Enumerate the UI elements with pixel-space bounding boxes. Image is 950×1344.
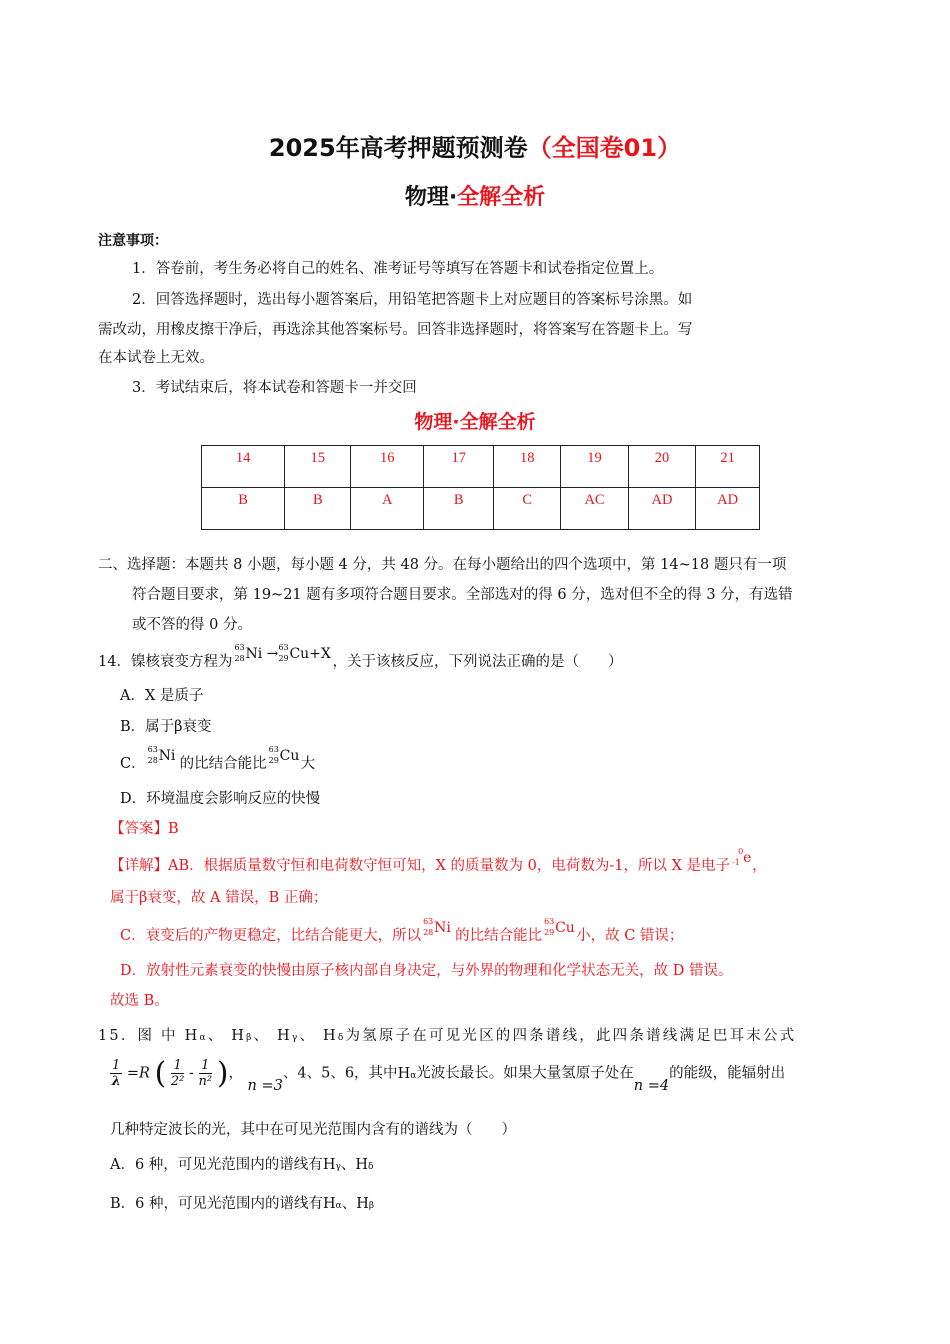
gamma-subscript: γ: [291, 1033, 300, 1043]
electron-mass-number: 0: [738, 847, 744, 856]
q15-option-a: [110, 1153, 373, 1174]
ni-atomic-number: 28: [147, 756, 158, 765]
formula-minus: -: [189, 1065, 194, 1082]
q14-option-c: [120, 745, 316, 773]
answer-cell: AC: [561, 488, 628, 530]
frac2-denominator: n²: [198, 1074, 213, 1089]
gamma-subscript: γ: [335, 1162, 341, 1172]
cu-mass-number: 63: [544, 917, 555, 926]
h-delta: [323, 1028, 345, 1044]
h-letter: H: [356, 1196, 369, 1212]
question-number-cell: 19: [561, 446, 628, 488]
cu-equation-symbol: Cu+X: [289, 646, 331, 662]
copper-nuclide: [267, 745, 300, 770]
delta-subscript: δ: [337, 1033, 346, 1043]
frac1-numerator: 1: [171, 1058, 184, 1074]
nickel-nuclide: [232, 643, 279, 668]
alpha-subscript: α: [199, 1033, 208, 1043]
h-letter: H: [231, 1028, 247, 1044]
answer-cell: B: [202, 488, 285, 530]
formula-lhs: [110, 1058, 122, 1089]
q15-option-a-text: A．6 种，可见光范围内的谱线有: [110, 1157, 323, 1173]
h-delta: [355, 1157, 373, 1173]
ni-mass-number: 63: [147, 745, 158, 754]
separator: 、: [253, 1028, 271, 1044]
separator: 、: [341, 1196, 357, 1212]
question-number-cell: 16: [351, 446, 424, 488]
formula-frac1: [171, 1058, 184, 1089]
q14-detail-line2: 属于β衰变，故 A 错误，B 正确；: [110, 890, 328, 906]
h-letter: H: [322, 1157, 336, 1173]
h-letter: H: [355, 1157, 369, 1173]
q15-line2-mid: 、4、5、6，其中: [282, 1065, 398, 1082]
q14-option-a: A．X 是质子: [120, 688, 204, 704]
h-letter: H: [277, 1028, 292, 1044]
q14-detail-line1: 【详解】AB．根据质量数守恒和电荷数守恒可知，X 的质量数为 0，电荷数为-1，所以 X 是电子 0 -1 e ，: [110, 847, 767, 874]
h-alpha: [185, 1028, 208, 1044]
subtitle-subject: 物理·: [404, 185, 458, 210]
delta-subscript: δ: [368, 1162, 374, 1172]
beta-subscript: β: [368, 1201, 375, 1211]
copper-nuclide: [542, 917, 575, 942]
answer-table: [201, 445, 760, 530]
ni-symbol: Ni: [158, 748, 176, 764]
q14-detail3-suffix: 小，故 C 错误；: [576, 928, 684, 944]
alpha-subscript: α: [410, 1070, 417, 1081]
q14-stem: [98, 643, 623, 671]
formula-frac2: [199, 1058, 213, 1089]
h-alpha: [398, 1066, 417, 1082]
question-number-cell: 17: [424, 446, 494, 488]
subtitle-type: 全解全析: [457, 185, 546, 210]
q15-line2: $\frac{1}{\lambda}$ =R ( $\frac{1}{\text{2²}}$ - $\frac{1}{\text{n²}}$ )， n =3、4、5、6，其中Hα光波长最长。如果大量氢原子处在n =4的能级，能辐射出: [111, 1056, 786, 1094]
q14-option-c-suffix: 大: [300, 756, 316, 772]
lhs-numerator: 1: [112, 1058, 121, 1073]
q14-option-d: D．环境温度会影响反应的快慢: [120, 791, 321, 807]
cu-atomic-number: 29: [278, 654, 289, 663]
q14-detail3-mid: 的比结合能比: [455, 928, 543, 944]
h-letter: H: [397, 1065, 411, 1082]
answer-cell: AD: [696, 488, 760, 530]
q14-answer: 【答案】B: [110, 821, 179, 837]
q14-detail3-text: C．衰变后的产物更稳定，比结合能更大，所以: [120, 928, 422, 944]
ni-mass-number: 63: [423, 917, 434, 926]
q14-detail-text: 【详解】AB．根据质量数守恒和电荷数守恒可知，X 的质量数为 0，电荷数为-1，所以 X 是电子: [110, 858, 731, 874]
page-title: [0, 128, 950, 163]
cu-symbol: Cu: [555, 920, 575, 936]
h-letter: H: [323, 1196, 336, 1212]
section2-line2: 符合题目要求，第 19~21 题有多项符合题目要求。全部选对的得 6 分，选对但不全的得 3 分，有选错: [132, 587, 793, 603]
question-number-cell: 15: [285, 446, 351, 488]
ni-atomic-number: 28: [423, 928, 434, 937]
h-letter: H: [184, 1028, 200, 1044]
q15-line1: [98, 1024, 796, 1045]
q14-option-c-text: 的比结合能比: [179, 756, 267, 772]
title-main: 2025年高考押题预测卷: [268, 134, 528, 162]
q15-line2-end: 的能级，能辐射出: [669, 1065, 786, 1082]
h-beta: [231, 1028, 253, 1044]
separator: 、: [207, 1028, 225, 1044]
ni-equation-symbol: Ni →: [245, 646, 279, 662]
question-number-cell: 21: [696, 446, 760, 488]
question-number-cell: 18: [494, 446, 561, 488]
answer-cell: AD: [628, 488, 695, 530]
q15-line2-post: 光波长最长。如果大量氢原子处在: [416, 1065, 634, 1082]
q14-option-c-label: C．: [120, 756, 146, 772]
q15-line1-text: 为氢原子在可见光区的四条谱线，此四条谱线满足巴耳末公式: [345, 1028, 797, 1044]
n-equals-3: n =3: [247, 1077, 283, 1094]
answer-cell: B: [424, 488, 494, 530]
notice-heading: 注意事项：: [98, 233, 168, 249]
cu-mass-number: 63: [278, 643, 289, 652]
notice-item-2-line3: 在本试卷上无效。: [98, 350, 214, 366]
n-equals-4: n =4: [633, 1077, 670, 1094]
q14-detail-line3: [120, 917, 684, 945]
q14-stem-suffix: ，关于该核反应，下列说法正确的是（ ）: [332, 654, 623, 670]
answer-table-answer-row: [202, 488, 760, 530]
notice-item-2-line2: 需改动，用橡皮擦干净后，再选涂其他答案标号。回答非选择题时，将答案写在答题卡上。写: [98, 322, 693, 338]
notice-item-1: 1．答卷前，考生务必将自己的姓名、准考证号等填写在答题卡和试卷指定位置上。: [132, 261, 664, 277]
question-number-cell: 14: [202, 446, 285, 488]
copper-nuclide: [276, 643, 331, 668]
nickel-nuclide: [146, 745, 176, 770]
separator: 、: [299, 1028, 317, 1044]
q14-stem-prefix: 14．镍核衰变方程为: [98, 654, 233, 670]
answer-cell: C: [494, 488, 561, 530]
alpha-subscript: α: [335, 1201, 342, 1211]
h-letter: H: [322, 1028, 338, 1044]
right-paren: ): [216, 1056, 229, 1091]
q14-conclusion: 故选 B。: [110, 993, 169, 1009]
electron-charge-number: -1: [732, 858, 740, 867]
h-alpha: [323, 1196, 342, 1212]
answer-table-number-row: [202, 446, 760, 488]
answer-cell: A: [351, 488, 424, 530]
formula-r: =R: [126, 1065, 150, 1082]
h-gamma: [277, 1028, 299, 1044]
notice-item-2-line1: 2．回答选择题时，选出每小题答案后，用铅笔把答题卡上对应题目的答案标号涂黑。如: [132, 292, 693, 308]
separator: 、: [340, 1157, 356, 1173]
question-number-cell: 20: [628, 446, 695, 488]
cu-atomic-number: 29: [268, 756, 279, 765]
q15-line3: 几种特定波长的光，其中在可见光范围内含有的谱线为（ ）: [110, 1122, 516, 1138]
ni-mass-number: 63: [234, 643, 245, 652]
q14-option-b: B．属于β衰变: [120, 719, 212, 735]
lhs-denominator: λ: [111, 1074, 121, 1089]
cu-mass-number: 63: [268, 745, 279, 754]
ni-atomic-number: 28: [234, 654, 245, 663]
answer-cell: B: [285, 488, 351, 530]
ni-symbol: Ni: [434, 920, 451, 936]
nickel-nuclide: [421, 917, 451, 942]
notice-item-3: 3．考试结束后，将本试卷和答题卡一并交回: [132, 380, 417, 396]
q15-option-b-text: B．6 种，可见光范围内的谱线有: [110, 1196, 323, 1212]
section2-line1: 二、选择题：本题共 8 小题，每小题 4 分，共 48 分。在每小题给出的四个选项中，第 14~18 题只有一项: [98, 557, 787, 573]
electron-symbol: [730, 847, 752, 872]
q14-detail-line4: D．放射性元素衰变的快慢由原子核内部自身决定，与外界的物理和化学状态无关，故 D 错误。: [120, 963, 733, 979]
answer-table-title: 物理·全解全析: [414, 411, 536, 433]
section2-line3: 或不答的得 0 分。: [132, 617, 252, 633]
h-beta: [356, 1196, 374, 1212]
electron-letter: e: [743, 850, 752, 866]
cu-symbol: Cu: [279, 748, 300, 764]
cu-atomic-number: 29: [544, 928, 555, 937]
q15-prefix: 15．图 中: [98, 1028, 178, 1044]
h-gamma: [323, 1157, 341, 1173]
left-paren: (: [154, 1056, 167, 1091]
title-paper-code: （全国卷01）: [527, 134, 682, 162]
frac2-numerator: 1: [199, 1058, 213, 1074]
page-subtitle: [0, 180, 950, 211]
q15-option-b: [110, 1192, 374, 1213]
beta-subscript: β: [246, 1033, 254, 1043]
frac1-denominator: 2²: [170, 1074, 185, 1089]
